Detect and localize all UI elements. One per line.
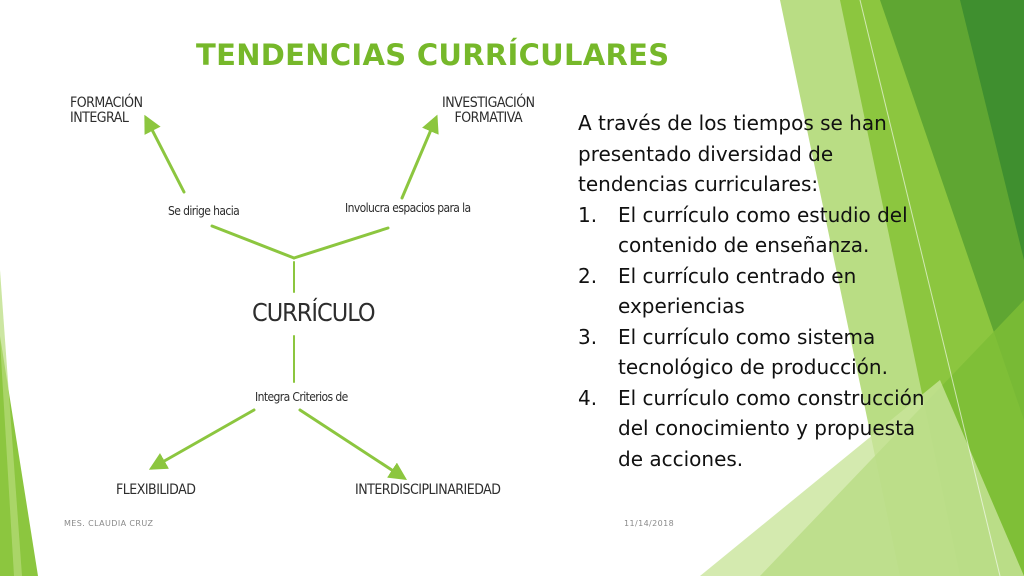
list-item-number: 3. xyxy=(578,324,598,349)
node-investigacion-formativa-line2: FORMATIVA xyxy=(454,109,523,126)
intro-line: A través de los tiempos se han xyxy=(578,111,887,135)
intro-line: tendencias curriculares: xyxy=(578,172,819,196)
footer-author: MES. CLAUDIA CRUZ xyxy=(64,519,154,528)
arrow-to-formacion-integral xyxy=(146,118,184,192)
list-item-line: de acciones. xyxy=(618,446,744,471)
arrow-to-interdisciplinariedad xyxy=(300,410,404,478)
node-curriculo: CURRÍCULO xyxy=(252,298,375,327)
list-item xyxy=(578,261,988,322)
node-formacion-integral-line2: INTEGRAL xyxy=(70,109,129,126)
intro-line: presentado diversidad de xyxy=(578,141,834,166)
list-item-line: El currículo como sistema xyxy=(618,324,876,349)
list-item xyxy=(578,383,988,475)
link-label-involucra: Involucra espacios para la xyxy=(345,201,471,215)
arrow-to-investigacion-formativa xyxy=(402,118,436,198)
list-item-line: El currículo centrado en xyxy=(618,263,857,288)
list-item xyxy=(578,200,988,261)
link-label-integra: Integra Criterios de xyxy=(255,390,348,404)
list-item xyxy=(578,322,988,383)
list-item-line: experiencias xyxy=(618,294,745,318)
node-interdisciplinariedad: INTERDISCIPLINARIEDAD xyxy=(355,482,501,498)
list-item-line: tecnológico de producción. xyxy=(618,355,888,379)
list-item-line: El currículo como estudio del xyxy=(618,202,908,227)
connector-center-to-upper-right xyxy=(294,228,388,258)
connector-center-to-upper-left xyxy=(212,226,294,258)
link-label-se-dirige: Se dirige hacia xyxy=(168,204,240,218)
tendencias-list xyxy=(578,200,988,475)
arrow-to-flexibilidad xyxy=(152,410,254,468)
footer-date: 11/14/2018 xyxy=(624,519,675,528)
list-item-line: El currículo como construcción xyxy=(618,385,925,410)
list-item-number: 2. xyxy=(578,263,598,288)
list-item-line: contenido de enseñanza. xyxy=(618,233,870,257)
list-item-number: 4. xyxy=(578,385,598,410)
node-flexibilidad: FLEXIBILIDAD xyxy=(116,482,196,498)
node-investigacion-formativa-line1: INVESTIGACIÓN xyxy=(442,95,535,111)
node-investigacion-formativa xyxy=(442,96,535,125)
node-formacion-integral xyxy=(70,96,143,125)
list-item-number: 1. xyxy=(578,202,598,227)
slide-title: TENDENCIAS CURRÍCULARES xyxy=(196,38,670,72)
node-formacion-integral-line1: FORMACIÓN xyxy=(70,95,143,111)
tendencias-text-block xyxy=(578,108,988,474)
list-item-line: del conocimiento y propuesta xyxy=(618,416,916,440)
